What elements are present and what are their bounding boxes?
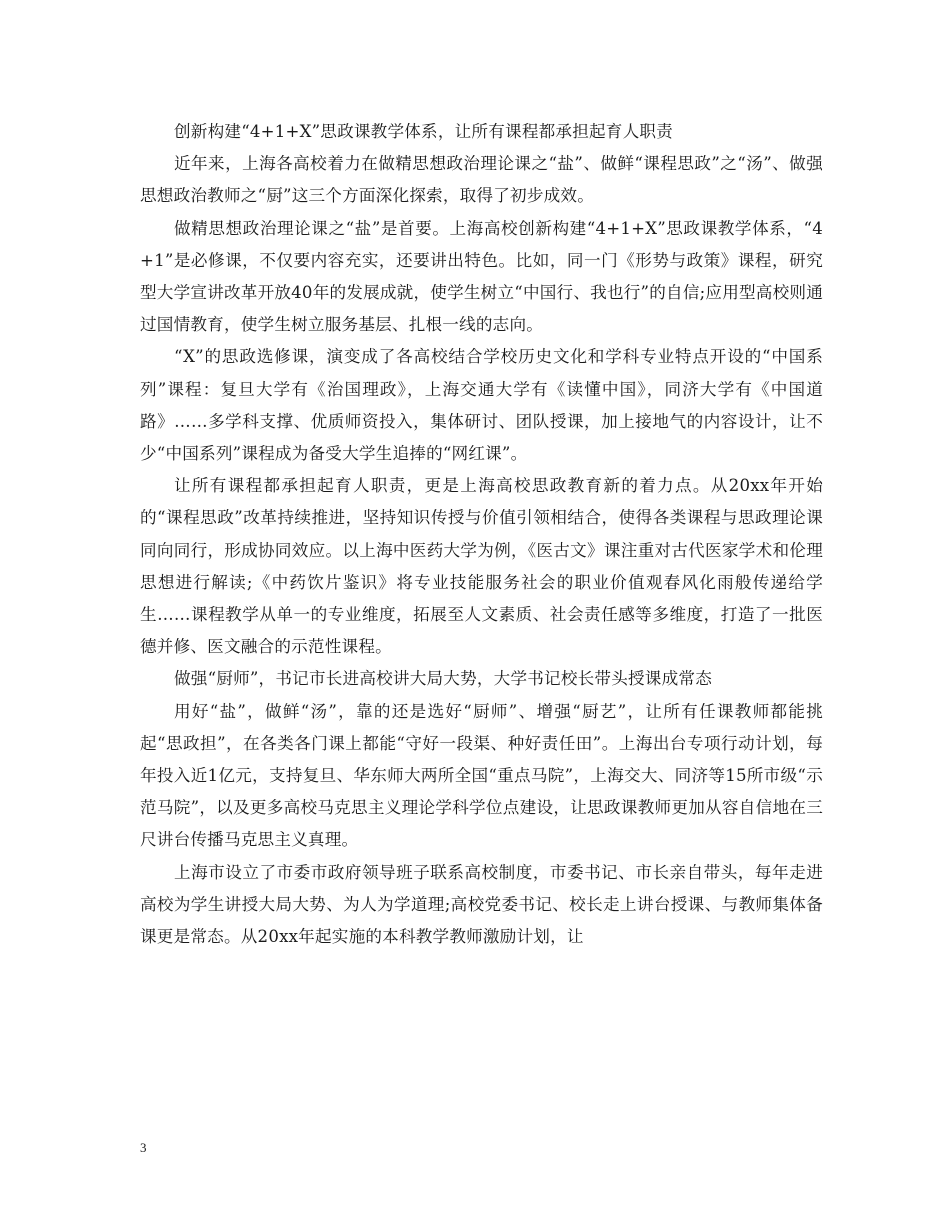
page-number: 3 xyxy=(140,1140,147,1155)
document-body xyxy=(140,116,823,953)
paragraph-leadership: 上海市设立了市委市政府领导班子联系高校制度，市委书记、市长亲自带头，每年走进高校为学生讲授大局大势、为人为学道理;高校党委书记、校长走上讲台授课、与教师集体备课更是常态。从20xx年起实施的本科教学教师激励计划，让 xyxy=(140,862,823,947)
paragraph-intro: 近年来，上海各高校着力在做精思想政治理论课之“盐”、做鲜“课程思政”之“汤”、做强思想政治教师之“厨”这三个方面深化探索，取得了初步成效。 xyxy=(140,154,823,206)
paragraph-heading-2: 做强“厨师”，书记市长进高校讲大局大势，大学书记校长带头授课成常态 xyxy=(174,669,712,689)
paragraph-heading-1: 创新构建“4+1+X”思政课教学体系，让所有课程都承担起育人职责 xyxy=(174,122,673,141)
paragraph-course-ideology: 让所有课程都承担起育人职责，更是上海高校思政教育新的着力点。从20xx年开始的“课程思政”改革持续推进，坚持知识传授与价值引领相结合，使得各类课程与思政理论课同向同行，形成协同效应。以上海中医药大学为例，《医古文》课注重对古代医家学术和伦理思想进行解读;《中药饮片鉴识》将专业技能服务社会的职业价值观春风化雨般传递给学生……课程教学从单一的专业维度，拓展至人文素质、社会责任感等多维度，打造了一批医德并修、医文融合的示范性课程。 xyxy=(140,476,823,657)
paragraph-chef: 用好“盐”，做鲜“汤”，靠的还是选好“厨师”、增强“厨艺”，让所有任课教师都能挑起“思政担”，在各类各门课上都能“守好一段渠、种好责任田”。上海出台专项行动计划，每年投入近1亿元，支持复旦、华东师大两所全国“重点马院”，上海交大、同济等15所市级“示范马院”，以及更多高校马克思主义理论学科学位点建设，让思政课教师更加从容自信地在三尺讲台传播马克思主义真理。 xyxy=(140,701,823,850)
paragraph-salt: 做精思想政治理论课之“盐”是首要。上海高校创新构建“4+1+X”思政课教学体系，“4+1”是必修课，不仅要内容充实，还要讲出特色。比如，同一门《形势与政策》课程，研究型大学宣讲改革开放40年的发展成就，使学生树立“中国行、我也行”的自信;应用型高校则通过国情教育，使学生树立服务基层、扎根一线的志向。 xyxy=(140,218,823,335)
paragraph-x-electives: “X”的思政选修课，演变成了各高校结合学校历史文化和学科专业特点开设的“中国系列”课程：复旦大学有《治国理政》，上海交通大学有《读懂中国》，同济大学有《中国道路》……多学科支撑、优质师资投入，集体研讨、团队授课，加上接地气的内容设计，让不少“中国系列”课程成为备受大学生追捧的“网红课”。 xyxy=(140,347,823,464)
